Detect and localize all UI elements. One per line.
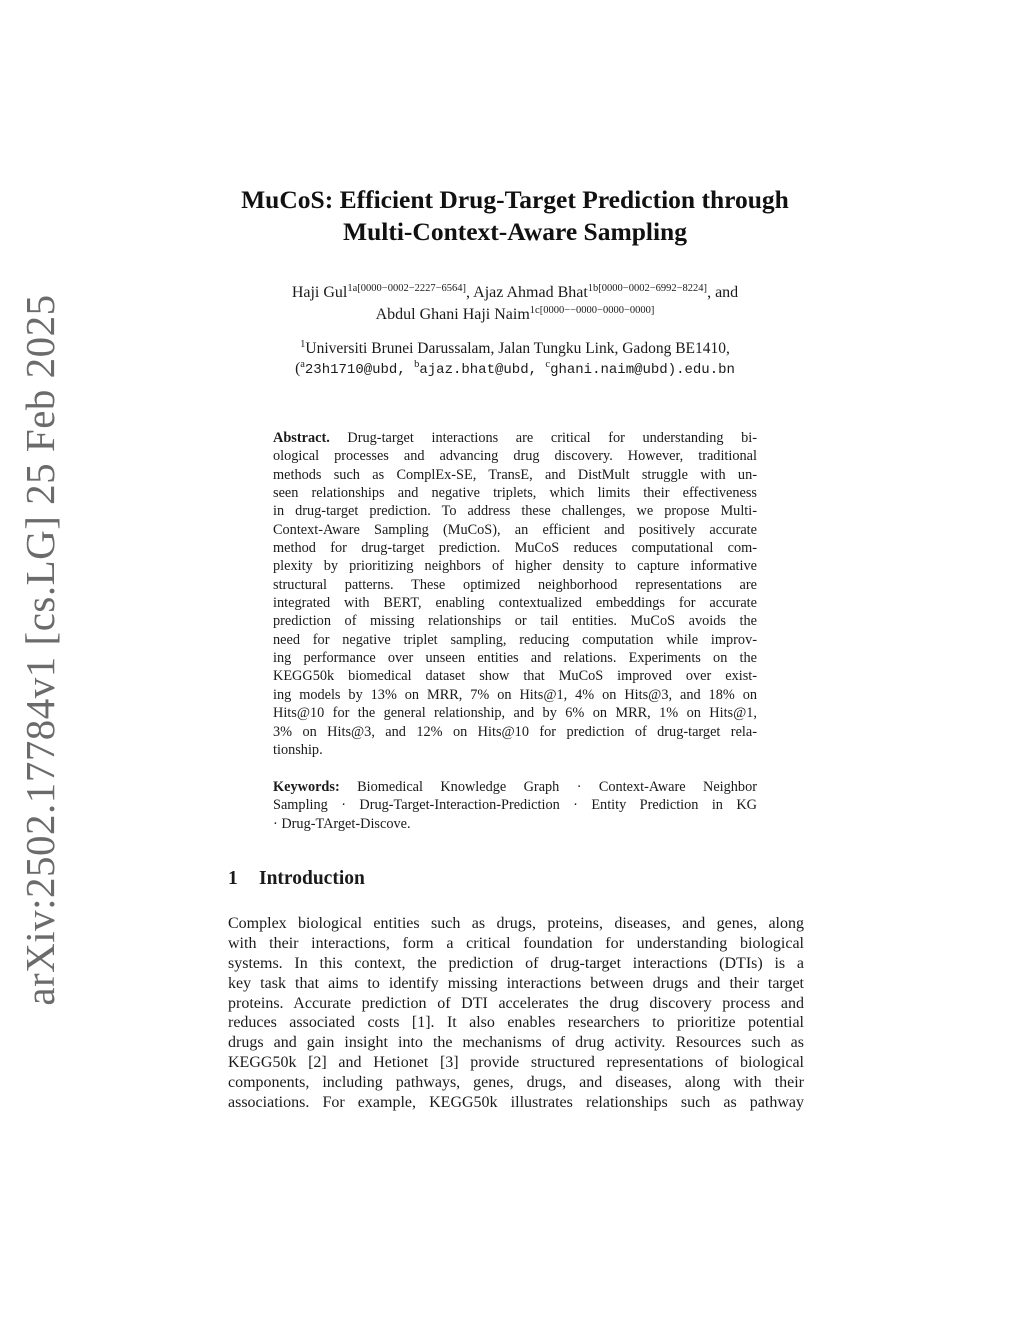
body-line: systems. In this context, the prediction of drug-target interactions (DTIs) is a	[228, 954, 804, 972]
author-orcid-link[interactable]: 1c[0000−−0000−0000−0000]	[529, 305, 655, 316]
introduction-paragraph	[228, 914, 804, 1113]
abstract-line: methods such as ComplEx-SE, TransE, and DistMult struggle with un-	[273, 466, 757, 483]
body-line: KEGG50k [2] and Hetionet [3] provide structured representations of biological	[228, 1054, 804, 1072]
abstract-line	[273, 429, 757, 447]
paren: (	[295, 360, 301, 377]
affiliation	[160, 339, 870, 380]
paper-title	[160, 184, 870, 248]
body-line: key task that aims to identify missing interactions between drugs and their target	[228, 974, 804, 992]
body-text: with their interactions, form a critical foundation for understanding biological	[228, 934, 804, 952]
keywords-label: Keywords:	[273, 779, 340, 795]
body-line	[228, 934, 804, 954]
abstract-line: in drug-target prediction. To address these challenges, we propose Multi-	[273, 503, 757, 520]
author-separator: ,	[466, 284, 474, 301]
keywords-line: · Drug-TArget-Discove.	[273, 815, 411, 832]
email-address[interactable]: 23h1710@ubd,	[304, 362, 415, 378]
paper-title-line: MuCoS: Efficient Drug-Target Prediction through	[241, 185, 789, 214]
body-line: components, including pathways, genes, drugs, and diseases, along with their	[228, 1074, 804, 1092]
abstract-line: tionship.	[273, 741, 323, 758]
abstract-line: Context-Aware Sampling (MuCoS), an efficient and positively accurate	[273, 521, 757, 538]
author-name: Haji Gul	[291, 284, 348, 301]
email-marker: c	[545, 359, 551, 370]
author-name: Ajaz Ahmad Bhat	[473, 284, 588, 301]
email-address[interactable]: ajaz.bhat@ubd,	[419, 362, 546, 378]
author-orcid-link[interactable]: 1a[0000−0002−2227−6564]	[347, 283, 467, 294]
abstract	[273, 429, 757, 759]
keywords	[273, 778, 757, 833]
author-line	[160, 304, 870, 326]
email-marker: b	[414, 359, 420, 370]
body-line: Complex biological entities such as drugs, proteins, diseases, and genes, along	[228, 915, 804, 932]
abstract-line: KEGG50k biomedical dataset show that MuCoS improved over exist-	[273, 668, 757, 685]
email-address[interactable]: ghani.naim@ubd).edu.bn	[550, 362, 735, 378]
author-orcid-link[interactable]: 1b[0000−0002−6992−8224]	[587, 283, 708, 294]
abstract-label: Abstract.	[273, 430, 330, 446]
author-list	[160, 282, 870, 326]
author-separator: , and	[707, 284, 739, 301]
email-marker: a	[300, 359, 305, 370]
abstract-line: seen relationships and negative triplets, which limits their effectiveness	[273, 485, 757, 502]
abstract-line: need for negative triplet sampling, reducing computation while improv-	[273, 631, 757, 648]
affiliation-emails	[160, 359, 870, 380]
abstract-line: integrated with BERT, enabling contextualized embeddings for accurate	[273, 595, 757, 612]
body-line: proteins. Accurate prediction of DTI accelerates the drug discovery process and	[228, 994, 804, 1012]
abstract-line: structural patterns. These optimized neighborhood representations are	[273, 576, 757, 593]
abstract-line: ological processes and advancing drug discovery. However, traditional	[273, 448, 757, 465]
abstract-line: ing performance over unseen entities and relations. Experiments on the	[273, 650, 757, 667]
abstract-line: method for drug-target prediction. MuCoS reduces computational com-	[273, 540, 757, 557]
keywords-line: Sampling · Drug-Target-Interaction-Prediction · Entity Prediction in KG	[273, 797, 757, 814]
abstract-line: plexity by prioritizing neighbors of higher density to capture informative	[273, 558, 757, 575]
author-line	[160, 282, 870, 304]
affiliation-marker: 1	[300, 339, 306, 350]
abstract-line: prediction of missing relationships or tail entities. MuCoS avoids the	[273, 613, 757, 630]
body-line: reduces associated costs [1]. It also enables researchers to prioritize potential	[228, 1014, 804, 1032]
keywords-line	[273, 778, 757, 796]
abstract-line: 3% on Hits@3, and 12% on Hits@10 for prediction of drug-target rela-	[273, 723, 757, 740]
body-line: drugs and gain insight into the mechanisms of drug activity. Resources such as	[228, 1034, 804, 1052]
section-title: Introduction	[259, 868, 365, 889]
affiliation-address: Universiti Brunei Darussalam, Jalan Tungku Link, Gadong BE1410,	[305, 340, 730, 357]
abstract-line: Hits@10 for the general relationship, and by 6% on MRR, 1% on Hits@1,	[273, 705, 757, 722]
arxiv-identifier-stamp[interactable]	[12, 294, 68, 1006]
paper-title-line: Multi-Context-Aware Sampling	[343, 217, 687, 246]
keywords-text: Biomedical Knowledge Graph · Context-Aware Neighbor	[357, 779, 757, 795]
abstract-line: ing models by 13% on MRR, 7% on Hits@1, 4% on Hits@3, and 18% on	[273, 686, 757, 703]
author-name: Abdul Ghani Haji Naim	[375, 306, 530, 323]
arxiv-identifier-text[interactable]: arXiv:2502.17784v1 [cs.LG] 25 Feb 2025	[17, 294, 63, 1006]
section-number: 1	[228, 868, 238, 889]
affiliation-line	[160, 339, 870, 359]
body-line: associations. For example, KEGG50k illustrates relationships such as pathway	[228, 1094, 804, 1112]
abstract-text: Drug-target interactions are critical for understanding bi-	[347, 430, 758, 446]
section-heading	[228, 868, 365, 890]
